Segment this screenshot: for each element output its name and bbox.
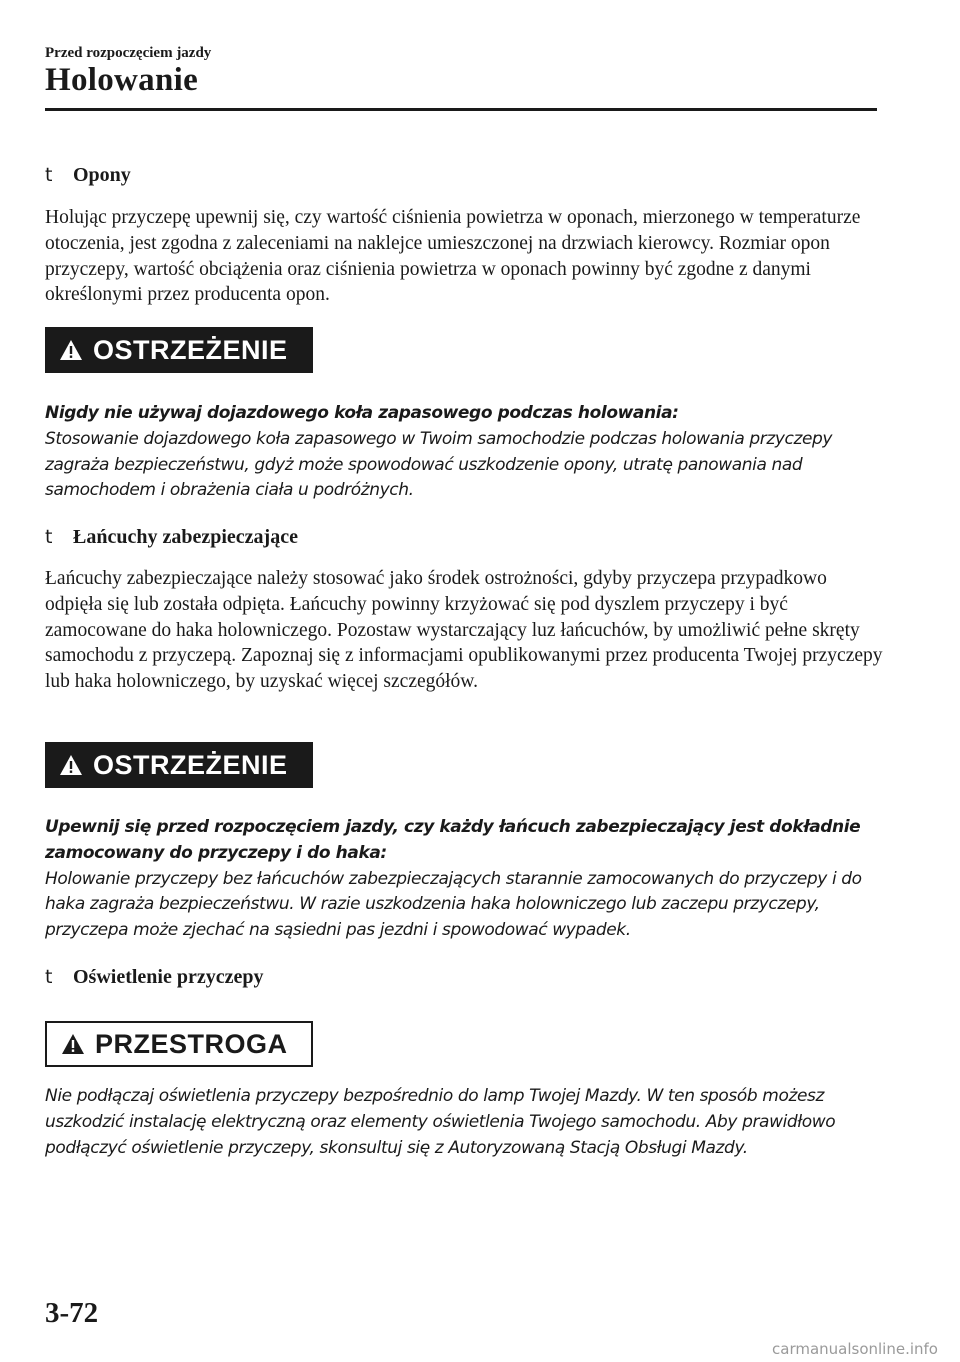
warning-body-chains: [45, 815, 885, 944]
watermark: carmanualsonline.info: [772, 1340, 938, 1358]
warning-label: OSTRZEŻENIE: [93, 749, 288, 780]
warning-text: Holowanie przyczepy bez łańcuchów zabezpieczających starannie zamocowanych do przyczepy i do haka zagraża bezpieczeństwu. W razie uszkodzenia haka holowniczego lub zaczepu przyczepy, przyczepa może zjechać na sąsiedni pas jezdni i spowodować wypadek.: [45, 868, 862, 941]
warning-lead: Nigdy nie używaj dojazdowego koła zapasowego podczas holowania:: [45, 403, 679, 423]
warning-badge: [45, 327, 313, 373]
warning-triangle-icon: [59, 754, 83, 776]
warning-text: Stosowanie dojazdowego koła zapasowego w Twoim samochodzie podczas holowania przyczepy zagraża bezpieczeństwu, gdyż może spowodować uszkodzenie opony, utratę panowania nad samochodem i obrażenia ciała u podróżnych.: [45, 428, 833, 501]
caution-body-lighting: Nie podłączaj oświetlenia przyczepy bezpośrednio do lamp Twojej Mazdy. W ten sposób możesz uszkodzić instalację elektryczną oraz elementy oświetlenia Twojego samochodu. Aby prawidłowo podłączyć oświetlenie przyczepy, skonsultuj się z Autoryzowaną Stacją Obsługi Mazdy.: [45, 1086, 836, 1158]
page-number: 3-72: [45, 1297, 99, 1329]
section-body-tires: Holując przyczepę upewnij się, czy wartość ciśnienia powietrza w oponach, mierzonego w temperaturze otoczenia, jest zgodna z zaleceniami na naklejce umieszczonej na drzwiach kierowcy. Rozmiar opon przyczepy, wartość obciążenia oraz ciśnienia powietrza w oponach powinny być zgodne z danymi określonymi przez producenta opon.: [45, 207, 861, 306]
section-heading-text: Opony: [73, 164, 131, 186]
section-heading-text: Oświetlenie przyczepy: [73, 966, 264, 988]
warning-label: OSTRZEŻENIE: [93, 334, 288, 365]
section-bullet-icon: t: [45, 526, 53, 548]
warning-badge: [45, 742, 313, 788]
section-heading-lighting: [45, 965, 264, 989]
caution-badge: [45, 1021, 313, 1067]
chapter-label: Przed rozpoczęciem jazdy: [45, 45, 212, 61]
title-divider: [45, 108, 877, 111]
warning-triangle-icon: [61, 1033, 85, 1055]
section-bullet-icon: t: [45, 164, 53, 186]
page-title: Holowanie: [45, 62, 199, 98]
caution-label: PRZESTROGA: [95, 1028, 288, 1059]
section-heading-text: Łańcuchy zabezpieczające: [73, 526, 298, 548]
warning-body-tires: [45, 401, 885, 504]
section-bullet-icon: t: [45, 966, 53, 988]
section-heading-chains: [45, 525, 298, 549]
section-heading-tires: [45, 163, 131, 187]
warning-lead: Upewnij się przed rozpoczęciem jazdy, czy każdy łańcuch zabezpieczający jest dokładnie zamocowany do przyczepy i do haka:: [45, 817, 861, 863]
warning-triangle-icon: [59, 339, 83, 361]
section-body-chains: Łańcuchy zabezpieczające należy stosować jako środek ostrożności, gdyby przyczepa przypadkowo odpięła się lub została odpięta. Łańcuchy powinny krzyżować się pod dyszlem przyczepy i być zamocowane do haka holowniczego. Pozostaw wystarczający luz łańcuchów, by umożliwić pełne skręty samochodu z przyczepą. Zapoznaj się z informacjami opublikowanymi przez producenta Twojej przyczepy lub haka holowniczego, by uzyskać więcej szczegółów.: [45, 568, 883, 693]
